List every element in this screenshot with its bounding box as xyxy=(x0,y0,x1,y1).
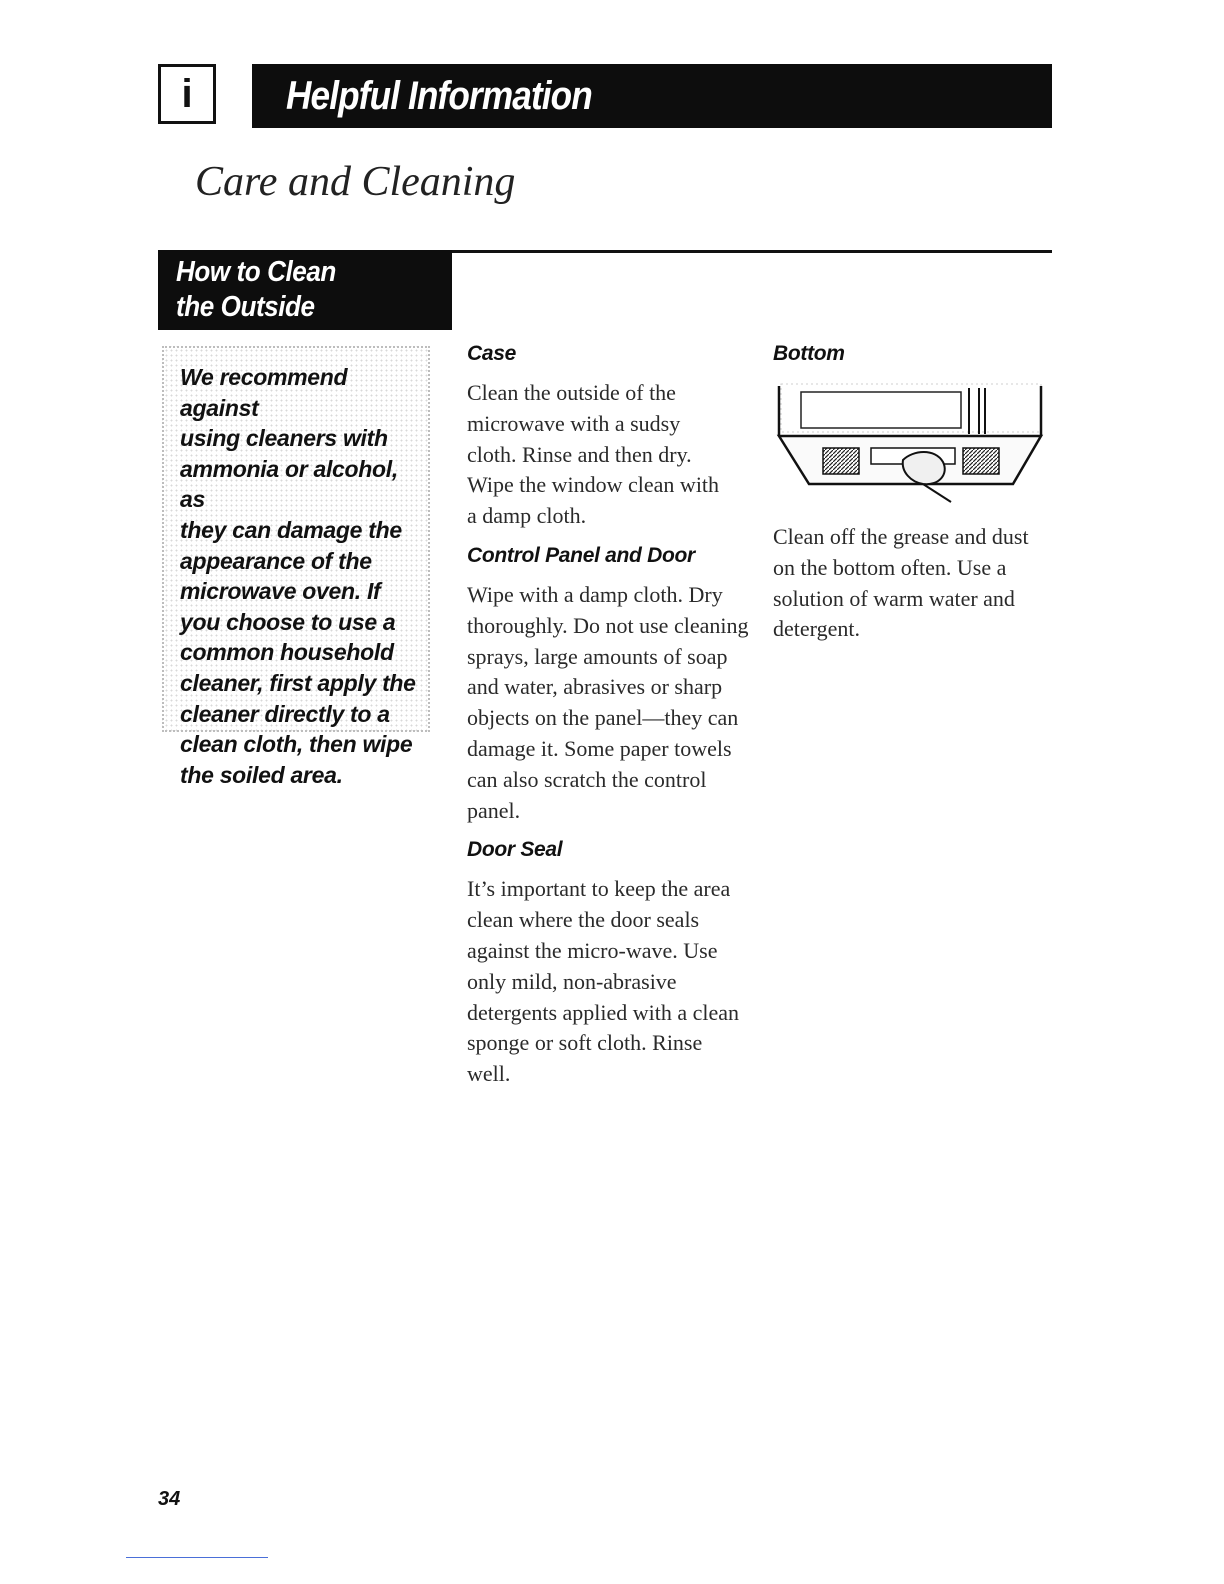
caution-line: the soiled area. xyxy=(180,761,343,788)
bottom-text: Clean off the grease and dust on the bottom often. Use a solution of warm water and detergent. xyxy=(773,524,1029,642)
section-label-line2: the Outside xyxy=(176,291,315,323)
info-icon xyxy=(158,64,216,124)
footer-rule xyxy=(126,1557,268,1558)
caution-line: ammonia or alcohol, as xyxy=(180,455,398,513)
caution-line: common household xyxy=(180,639,394,666)
left-vent xyxy=(823,448,859,474)
caution-line: clean cloth, then wipe xyxy=(180,731,413,758)
section-label xyxy=(158,250,452,330)
case-heading: Case xyxy=(467,342,517,365)
microwave-body-outline xyxy=(781,384,1041,432)
bottom-heading: Bottom xyxy=(773,342,845,365)
right-column xyxy=(773,340,1053,655)
microwave-window xyxy=(801,392,961,428)
arm-line xyxy=(923,484,951,502)
door-seal-text: It’s important to keep the area clean where the door seals against the micro-wave. Use only mild, non-abrasive detergents applied with a clean sponge or soft cloth. Rinse well. xyxy=(467,876,740,1087)
caution-line: appearance of the xyxy=(180,547,372,574)
section-subtitle: Care and Cleaning xyxy=(195,159,516,205)
caution-line: you choose to use a xyxy=(180,608,396,635)
caution-line: they can damage the xyxy=(180,516,402,543)
caution-line: We recommend against xyxy=(180,364,348,421)
section-label-line1: How to Clean xyxy=(176,256,336,288)
door-edge-lines xyxy=(969,388,985,434)
door-seal-heading: Door Seal xyxy=(467,838,563,862)
caution-line: using cleaners with xyxy=(180,425,388,452)
case-text: Clean the outside of the microwave with a sudsy cloth. Rinse and then dry. Wipe the window clean with a damp cloth. xyxy=(467,380,720,529)
header-banner xyxy=(252,64,1052,128)
control-panel-text: Wipe with a damp cloth. Dry thoroughly. Do not use cleaning sprays, large amounts of soap and water, abrasives or sharp objects on the panel—they can damage it. Some paper towels can also scratch the control panel. xyxy=(467,581,749,823)
info-icon-glyph: i xyxy=(181,72,193,116)
control-panel-heading: Control Panel and Door xyxy=(467,543,695,567)
caution-line: cleaner directly to a xyxy=(180,700,390,727)
right-vent xyxy=(963,448,999,474)
caution-line: cleaner, first apply the xyxy=(180,669,416,696)
page-number: 34 xyxy=(158,1488,181,1510)
middle-column xyxy=(467,340,757,1100)
page-title: Helpful Information xyxy=(286,73,592,118)
caution-line: microwave oven. If xyxy=(180,578,381,605)
caution-box xyxy=(162,346,430,788)
microwave-bottom-illustration xyxy=(773,378,1048,508)
